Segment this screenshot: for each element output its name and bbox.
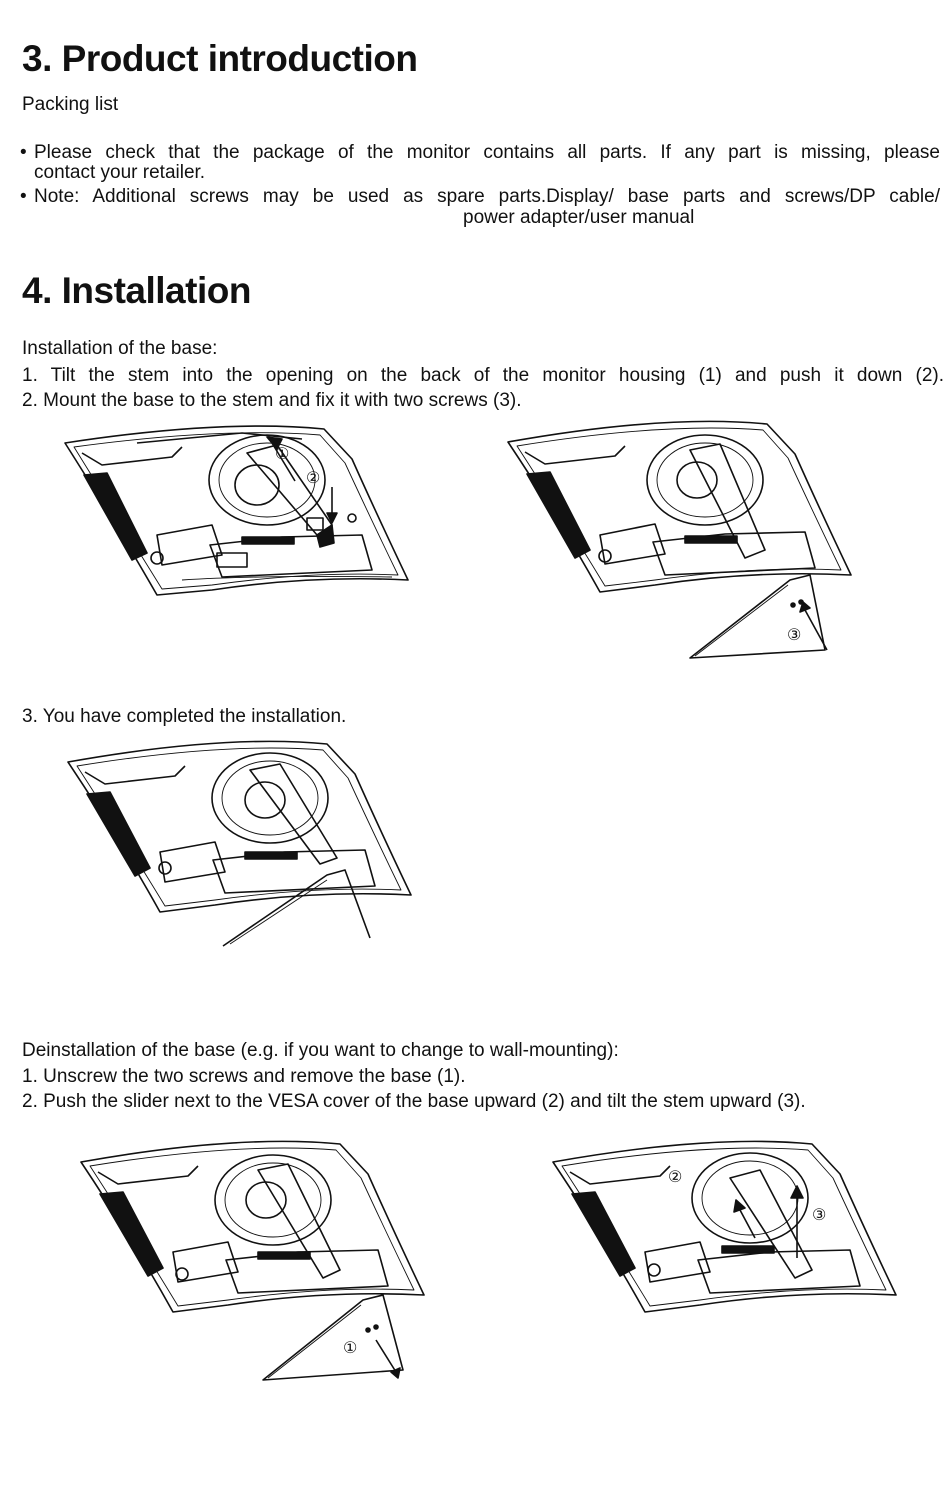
figure-label-3: ③ <box>787 625 802 644</box>
bullet-2-line-2: power adapter/user manual <box>463 207 695 228</box>
bullet-dot: • <box>20 142 27 163</box>
section-3-title: 3. Product introduction <box>22 38 418 79</box>
packing-list-subtitle: Packing list <box>22 94 119 115</box>
deinstall-heading: Deinstallation of the base (e.g. if you want to change to wall-mounting): <box>22 1040 619 1061</box>
monitor-installed-figure <box>65 740 415 952</box>
figure-label-1: ① <box>343 1338 358 1357</box>
deinstall-step-2: 2. Push the slider next to the VESA cover of the base upward (2) and tilt the stem upward (3). <box>22 1091 806 1112</box>
install-heading: Installation of the base: <box>22 338 218 359</box>
section-4-title: 4. Installation <box>22 270 251 311</box>
figure-label-2: ② <box>668 1167 683 1186</box>
bullet-2-line-1: Note: Additional screws may be used as spare parts.Display/ base parts and screws/DP cable/ <box>34 186 940 207</box>
bullet-1-line-1: Please check that the package of the monitor contains all parts. If any part is missing, please <box>34 142 940 163</box>
deinstall-step-1: 1. Unscrew the two screws and remove the base (1). <box>22 1066 466 1087</box>
install-step-2: 2. Mount the base to the stem and fix it with two screws (3). <box>22 390 522 411</box>
figure-label-1: ① <box>275 444 290 463</box>
figure-label-2: ② <box>306 468 321 487</box>
monitor-stem-insert-figure <box>62 425 422 605</box>
base-removal-figure <box>78 1140 428 1385</box>
bullet-1-line-2: contact your retailer. <box>34 162 206 183</box>
install-step-1: 1. Tilt the stem into the opening on the back of the monitor housing (1) and push it down (2). <box>22 365 944 386</box>
stem-tilt-figure <box>550 1140 900 1320</box>
install-step-3: 3. You have completed the installation. <box>22 706 347 727</box>
bullet-dot: • <box>20 186 27 207</box>
figure-label-3: ③ <box>812 1205 827 1224</box>
monitor-base-screws-figure <box>505 420 860 665</box>
